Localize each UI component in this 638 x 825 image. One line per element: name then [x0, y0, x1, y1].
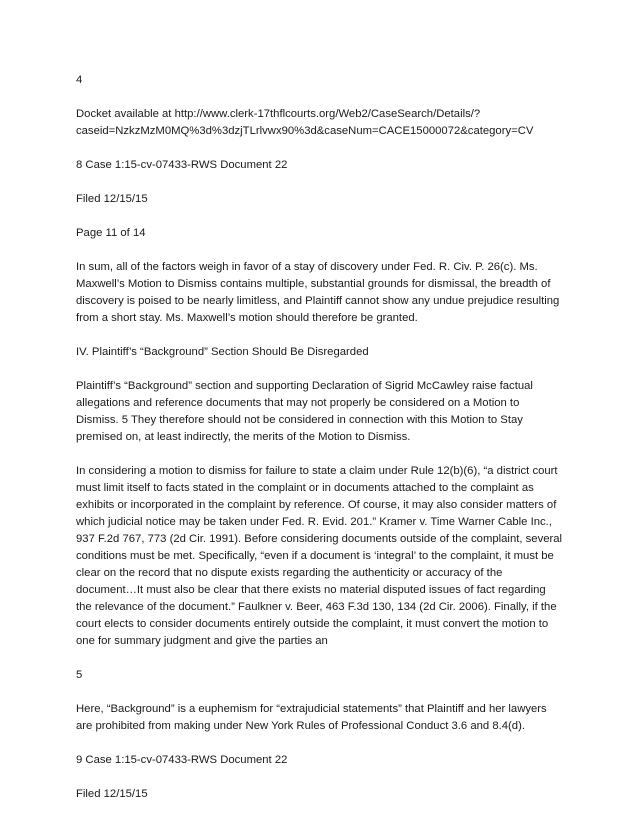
case-header: 8 Case 1:15-cv-07433-RWS Document 22 — [76, 159, 288, 171]
body-paragraph: In considering a motion to dismiss for failure to state a claim under Rule 12(b)(6), “a district court must limit itself to facts stated in the complaint or in documents attached to the complaint as exhibits or incorporated in the complaint by reference. Of course, it may also consider matters of which judicial notice may be taken under Fed. R. Evid. 201.” Kramer v. Time Warner Cable Inc., 937 F.2d 767, 773 (2d Cir. 1991). Before considering documents outside of the complaint, several conditions must be met. Specifically, “even if a document is ‘integral’ to the complaint, it must be clear on the record that no dispute exists regarding the authenticity or accuracy of the document…It must also be clear that there exists no material disputed issues of fact regarding the relevance of the document.” Faulkner v. Beer, 463 F.3d 130, 134 (2d Cir. 2006). Finally, if the court elects to consider documents entirely outside the complaint, it must convert the motion to one for summary judgment and give the parties an — [76, 465, 563, 647]
case-header: 9 Case 1:15-cv-07433-RWS Document 22 — [76, 754, 288, 766]
footnote-text: Here, “Background” is a euphemism for “extrajudicial statements” that Plaintiff and her lawyers are prohibited from making under New York Rules of Professional Conduct 3.6 and 8.4(d). — [76, 703, 547, 732]
body-paragraph: In sum, all of the factors weigh in favor of a stay of discovery under Fed. R. Civ. P. 26(c). Ms. Maxwell’s Motion to Dismiss contains multiple, substantial grounds for dismissal, the breadth of discovery is poised to be nearly limitless, and Plaintiff cannot show any undue prejudice resulting from a short stay. Ms. Maxwell’s motion should therefore be granted. — [76, 261, 560, 324]
docket-link-paragraph: Docket available at http://www.clerk-17thflcourts.org/Web2/CaseSearch/Details/?caseid=NzkzMzM0MQ%3d%3dzjTLrlvwx90%3d&caseNum=CACE15000072&category=CV — [76, 108, 534, 137]
filed-date: Filed 12/15/15 — [76, 193, 148, 205]
body-paragraph: Plaintiff’s “Background” section and supporting Declaration of Sigrid McCawley raise factual allegations and reference documents that may not properly be considered on a Motion to Dismiss. 5 They therefore should not be considered in connection with this Motion to Stay premised on, at least indirectly, the merits of the Motion to Dismiss. — [76, 380, 533, 443]
footnote-number: 5 — [76, 669, 83, 681]
section-heading: IV. Plaintiff’s “Background” Section Should Be Disregarded — [76, 346, 369, 358]
filed-date: Filed 12/15/15 — [76, 788, 148, 800]
page-number: Page 11 of 14 — [76, 227, 146, 239]
document-page — [76, 72, 564, 820]
footnote-number: 4 — [76, 74, 83, 86]
